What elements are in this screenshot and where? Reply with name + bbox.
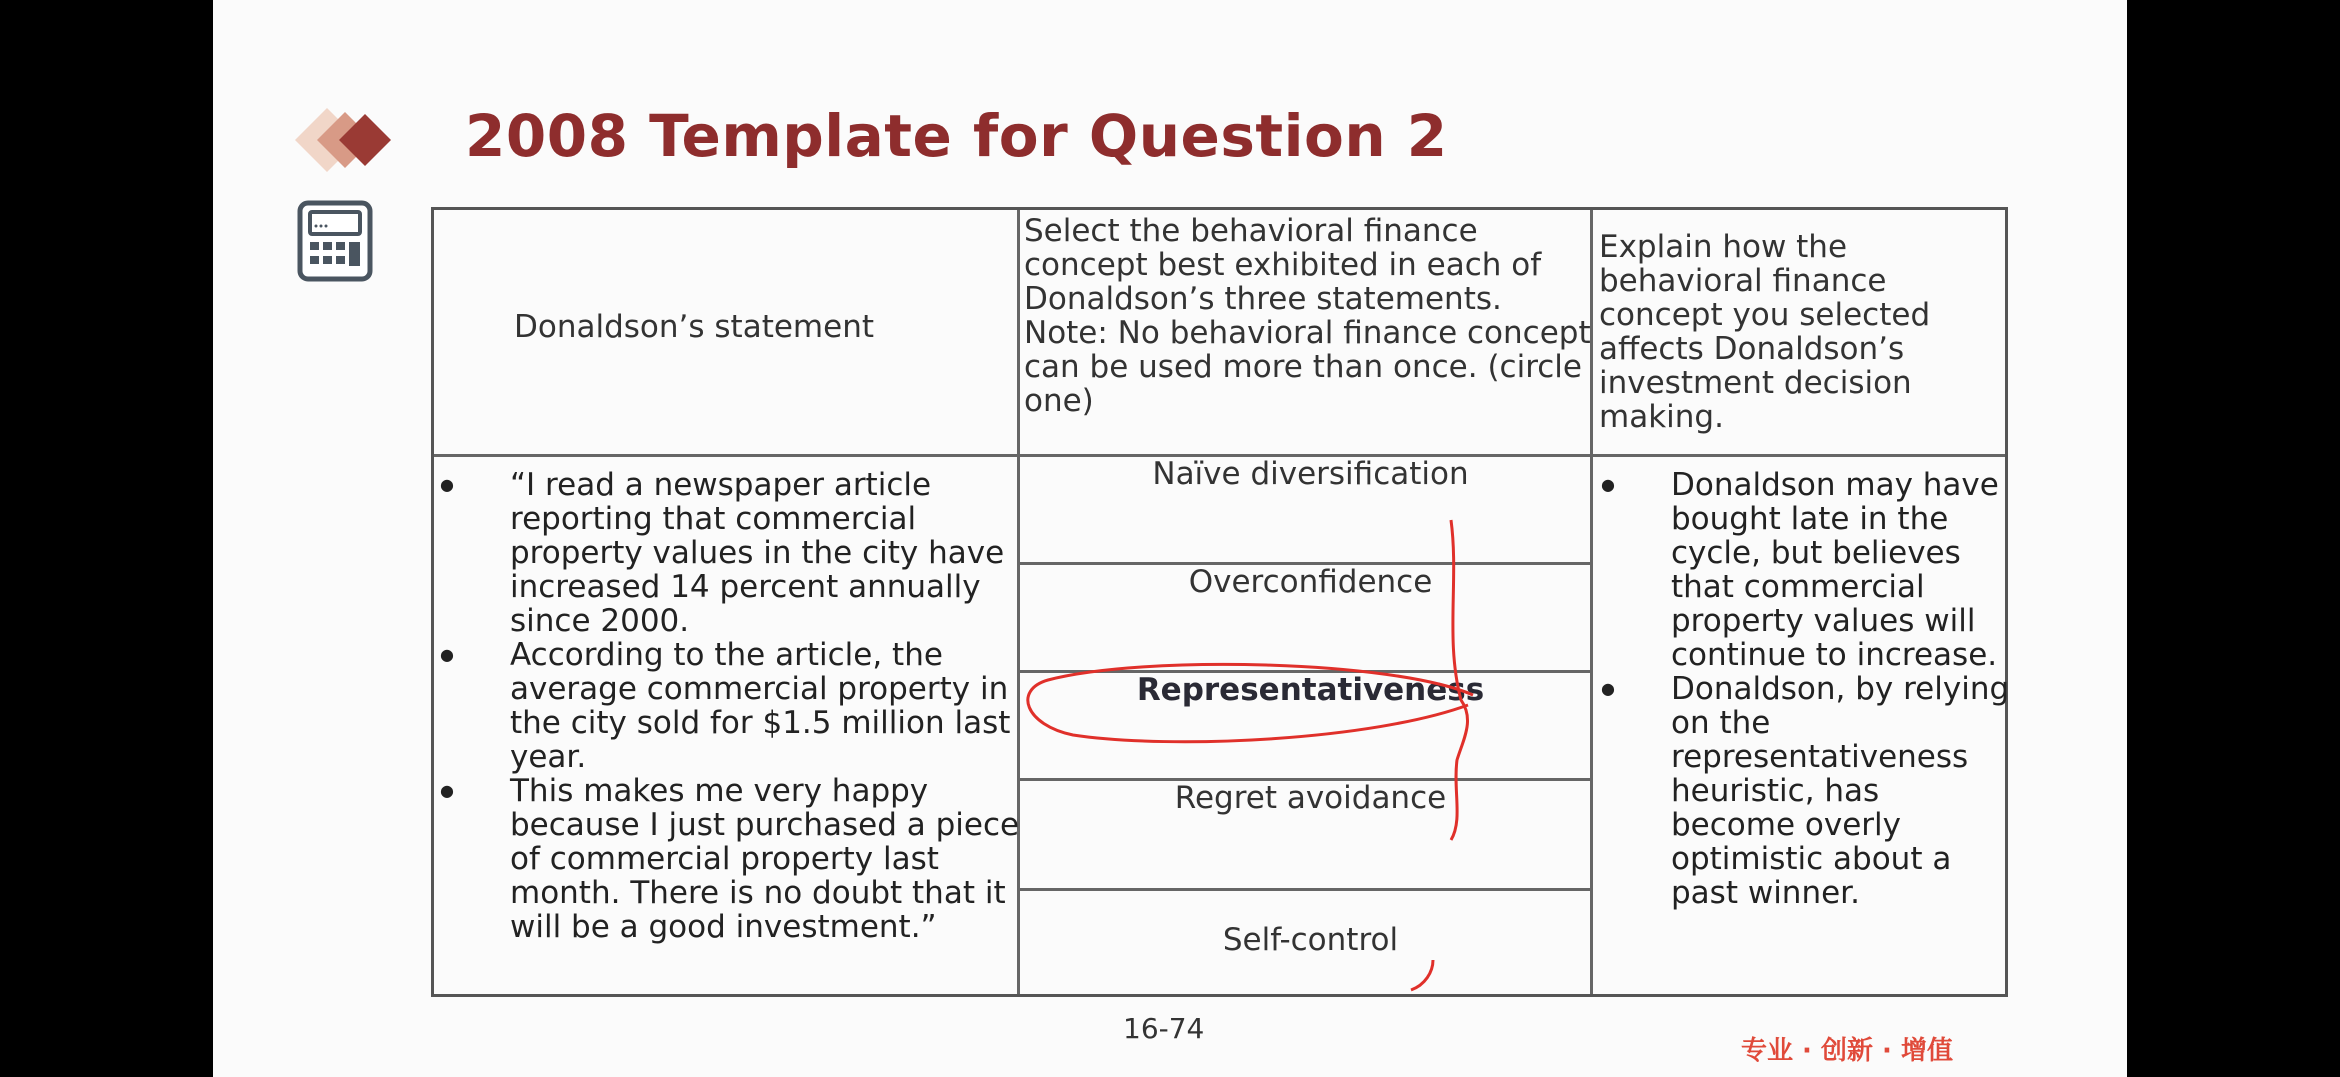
statement-item: ● This makes me very happy because I just purchased a piece of commercial property last month. There is no doubt that it will be a good investment.” <box>438 774 1024 944</box>
explanation-list <box>1601 468 2011 910</box>
header-select-concept: Select the behavioral finance concept best exhibited in each of Donaldson’s three statements. Note: No behavioral finance concept can be used more than once. (circle one) <box>1024 213 1591 419</box>
header-explain: Explain how the behavioral finance concept you selected affects Donaldson’s investment decision making. <box>1599 229 1931 435</box>
statement-item: ● “I read a newspaper article reporting that commercial property values in the city have increased 14 percent annually since 2000. <box>438 468 1024 638</box>
option-self-control[interactable]: Self-control <box>1222 922 1399 958</box>
question-table <box>431 207 2008 997</box>
page-number: 16-74 <box>1123 1012 1205 1045</box>
statement-list <box>438 468 1024 944</box>
slide <box>213 0 2127 1077</box>
option-divider <box>1020 888 1590 891</box>
calculator-icon <box>297 200 373 282</box>
explanation-item: ● Donaldson, by relying on the representativeness heuristic, has become overly optimistic about a past winner. <box>1601 672 2011 910</box>
option-naive-diversification[interactable]: Naïve diversification <box>1152 456 1469 492</box>
footer-brand: 专业 · 创新 · 增值 <box>1741 1036 1953 1066</box>
page-title: 2008 Template for Question 2 <box>465 102 1448 170</box>
diamond-bullet-icon <box>265 100 405 180</box>
option-representativeness[interactable]: Representativeness <box>1136 672 1485 708</box>
header-statement: Donaldson’s statement <box>514 309 874 345</box>
option-overconfidence[interactable]: Overconfidence <box>1188 564 1433 600</box>
explanation-item: ● Donaldson may have bought late in the cycle, but believes that commercial property values will continue to increase. <box>1601 468 2011 672</box>
statement-item: ● According to the article, the average commercial property in the city sold for $1.5 million last year. <box>438 638 1024 774</box>
option-regret-avoidance[interactable]: Regret avoidance <box>1174 780 1447 816</box>
